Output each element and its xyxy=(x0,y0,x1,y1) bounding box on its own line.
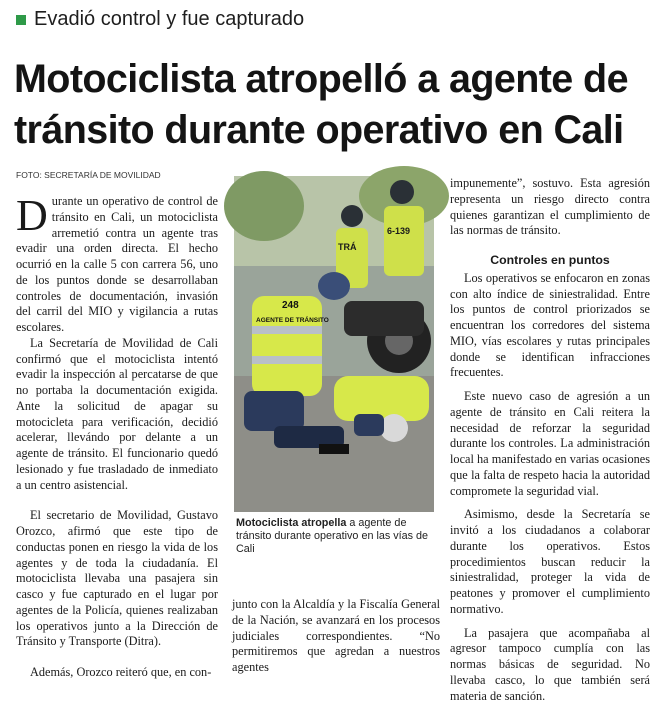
headline: Motociclista atropelló a agente de tránsito durante operativo en Cali xyxy=(14,54,644,156)
section-kicker xyxy=(16,8,304,31)
svg-text:AGENTE DE TRÁNSITO: AGENTE DE TRÁNSITO xyxy=(256,315,329,324)
paragraph-5: Los operativos se enfocaron en zonas con alto índice de siniestralidad. Entre los puntos de control priorizados se encuentran los corredores del sistema MIO, vías escolares y rutas principales donde se identifican infracciones frecuentes. xyxy=(450,271,650,381)
svg-text:6-139: 6-139 xyxy=(387,226,410,236)
paragraph-2: La Secretaría de Movilidad de Cali confirmó que el motociclista intentó evadir la inspección al percatarse de que no portaba la documentación exigida. Ante la solicitud de apagar su motocicleta para verificación, decidió acelerar, llevándo por delante a un agente de tránsito. El funcionario quedó lesionado y fue trasladado de inmediato a un centro asistencial. xyxy=(16,336,218,494)
dropcap: D xyxy=(16,198,48,234)
photo-credit: FOTO: SECRETARÍA DE MOVILIDAD xyxy=(16,170,161,180)
article-photo xyxy=(234,176,434,512)
paragraph-6: Este nuevo caso de agresión a un agente de tránsito en Cali reitera la necesidad de reforzar la seguridad durante los controles. La administración local ha manifestado en varias ocasiones que la falta de respeto hacia la autoridad compromete la seguridad vial. xyxy=(450,389,650,499)
paragraph-1-text: urante un operativo de control de tránsito en Cali, un motociclista arremetió contra un agente tras evadir una orden directa. El hecho ocurrió en la calle 5 con carrera 56, uno de los puntos donde se desarrollaban controles de documentación, invasión del carril del MIO y vigilancia a rutas escolares. xyxy=(16,194,218,334)
svg-text:248: 248 xyxy=(282,300,299,311)
paragraph-4-start: Además, Orozco reiteró que, en con- xyxy=(16,665,218,681)
paragraph-4-end: impunemente”, sostuvo. Esta agresión representa un riesgo directo contra quienes garantizan el cumplimiento de las normas de tránsito. xyxy=(450,176,650,239)
kicker-square-icon xyxy=(16,15,26,25)
subheading: Controles en puntos xyxy=(450,253,650,269)
caption-text: a agente de tránsito durante operativo en las vías de Cali xyxy=(236,517,428,555)
paragraph-8: La pasajera que acompañaba al agresor tampoco cumplía con las normas básicas de seguridad. No llevaba casco, lo que también será materia de sanción. xyxy=(450,626,650,704)
article-column-1 xyxy=(16,194,218,646)
article-column-3 xyxy=(450,176,650,648)
kicker-text: Evadió control y fue capturado xyxy=(34,8,304,31)
article-column-2 xyxy=(232,597,440,647)
paragraph-4-cont: junto con la Alcaldía y la Fiscalía General de la Nación, se avanzará en los procesos judiciales correspondientes. “No permitiremos que agredan a nuestros agentes xyxy=(232,597,440,676)
paragraph-3: El secretario de Movilidad, Gustavo Orozco, afirmó que este tipo de conductas ponen en riesgo la vida de los agentes y de toda la ciudadanía. El motociclista llevaba una pasajera sin casco y fue capturado en el lugar por agentes de la Policía, quienes realizaban los operativos junto a la Dirección de Tránsito y Transporte (Ditra). xyxy=(16,508,218,650)
paragraph-7: Asimismo, desde la Secretaría se invitó a los ciudadanos a colaborar durante los operativos. Estos procedimientos buscan reducir la siniestralidad, proteger la vida de peatones y promover el cumplimiento normativo. xyxy=(450,507,650,617)
photo-caption xyxy=(236,517,434,556)
paragraph-1 xyxy=(16,194,218,336)
caption-bold: Motociclista atropella xyxy=(236,517,346,529)
svg-text:TRÁ: TRÁ xyxy=(338,242,357,252)
